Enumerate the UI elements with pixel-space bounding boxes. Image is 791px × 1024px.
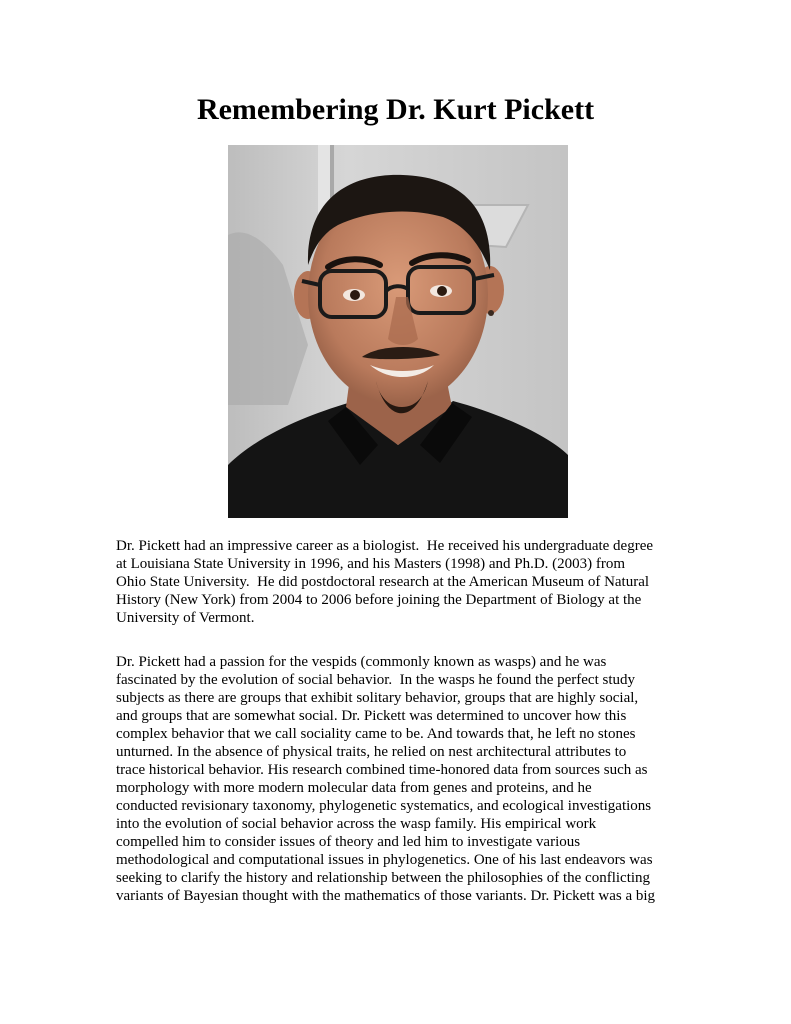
text-line: University of Vermont. — [116, 610, 255, 626]
text-line: History (New York) from 2004 to 2006 before joining the Department of Biology at the — [116, 592, 642, 608]
text-line: compelled him to consider issues of theory and led him to investigate various — [116, 834, 581, 850]
text-line: at Louisiana State University in 1996, and his Masters (1998) and Ph.D. (2003) from — [116, 556, 626, 572]
text-line: fascinated by the evolution of social behavior. In the wasps he found the perfect study — [116, 672, 636, 688]
research-paragraph — [116, 653, 696, 905]
text-line: trace historical behavior. His research combined time-honored data from sources such as — [116, 762, 648, 778]
text-line: unturned. In the absence of physical traits, he relied on nest architectural attributes to — [116, 744, 627, 760]
page-title: Remembering Dr. Kurt Pickett — [196, 93, 595, 126]
portrait-photo — [228, 145, 568, 518]
text-line: seeking to clarify the history and relationship between the philosophies of the conflicting — [116, 870, 651, 886]
text-line: and groups that are somewhat social. Dr. Pickett was determined to uncover how this — [116, 708, 627, 724]
career-paragraph — [116, 537, 696, 627]
text-line: into the evolution of social behavior across the wasp family. His empirical work — [116, 816, 597, 832]
text-line: variants of Bayesian thought with the mathematics of those variants. Dr. Pickett was a big — [116, 888, 656, 904]
text-line: subjects as there are groups that exhibit solitary behavior, groups that are highly social, — [116, 690, 639, 706]
text-line: Dr. Pickett had an impressive career as a biologist. He received his undergraduate degree — [116, 538, 654, 554]
text-line: Dr. Pickett had a passion for the vespids (commonly known as wasps) and he was — [116, 654, 607, 670]
text-line: methodological and computational issues in phylogenetics. One of his last endeavors was — [116, 852, 653, 868]
text-line: morphology with more modern molecular data from genes and proteins, and he — [116, 780, 592, 796]
text-line: conducted revisionary taxonomy, phylogenetic systematics, and ecological investigations — [116, 798, 652, 814]
text-line: Ohio State University. He did postdoctoral research at the American Museum of Natural — [116, 574, 650, 590]
text-line: complex behavior that we call sociality came to be. And towards that, he left no stones — [116, 726, 636, 742]
